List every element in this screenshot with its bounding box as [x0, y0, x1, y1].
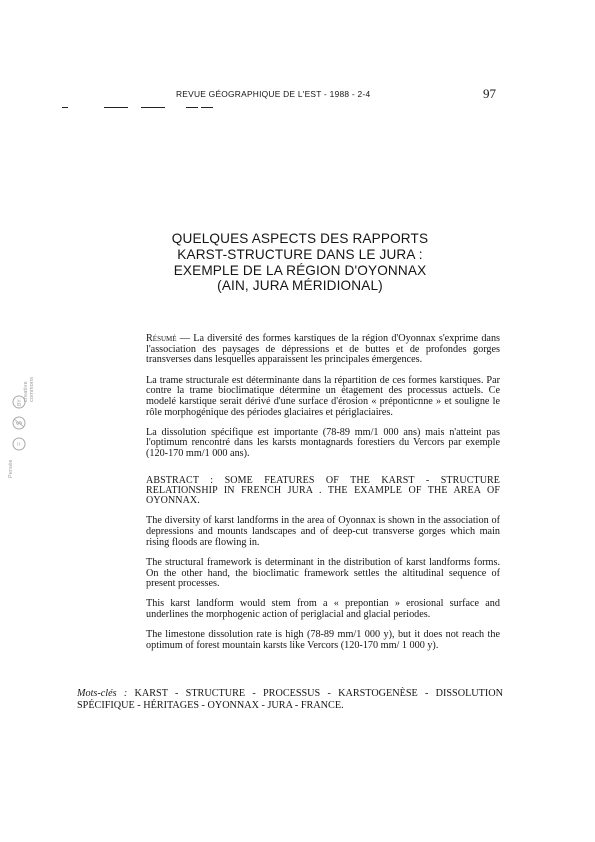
article-title: [120, 231, 480, 294]
title-line: EXEMPLE DE LA RÉGION D'OYONNAX: [173, 262, 427, 278]
cc-nd-icon: =: [16, 441, 24, 447]
license-creative-text: creative: [23, 381, 29, 402]
abstract-en-heading: ABSTRACT : SOME FEATURES OF THE KARST - STRUCTURE RELATIONSHIP IN FRENCH JURA . THE EXAMPLE OF THE AREA OF OYONNAX.: [146, 474, 500, 506]
abstract-en-paragraph: The diversity of karst landforms in the area of Oyonnax is shown in the association of depressions and mounts landscapes and of deep-cut transverse gorges which main rising floods are flowing in.: [146, 515, 500, 548]
header-rule-segment: [186, 107, 198, 108]
abstract-fr-text: — La diversité des formes karstiques de la région d'Oyonnax s'exprime dans l'association des paysages de dépressions et de buttes et de profondes gorges transverses dans lesquelles apparaissent les principales émergences.: [146, 333, 500, 366]
abstract-fr-paragraph: [146, 334, 500, 366]
license-mark: [2, 356, 36, 480]
license-persee-text: Persée: [8, 459, 14, 478]
keywords-label: Mots-clés :: [77, 688, 128, 699]
abstract-en-paragraph: The limestone dissolution rate is high (78-89 mm/1 000 y), but it does not reach the optimum of forest mountain karsts like Vercors (120-170 mm/ 1 000 y).: [146, 629, 500, 651]
cc-by-icon: BY:: [17, 398, 23, 406]
abstract-fr-paragraph: La dissolution spécifique est importante (78-89 mm/1 000 ans) mais n'atteint pas l'optimum rencontré dans les karsts montagnards forestiers du Vercors par exemple (120-170 mm/1 000 ans).: [146, 426, 500, 460]
cc-license-icon: [12, 393, 26, 463]
keywords-text: KARST - STRUCTURE - PROCESSUS - KARSTOGENÈSE - DISSOLUTION SPÉCIFIQUE - HÉRITAGES - OYONNAX - JURA - FRANCE.: [77, 688, 503, 711]
header-rule-segment: [104, 107, 128, 108]
title-line: KARST-STRUCTURE DANS LE JURA :: [177, 246, 423, 262]
header-rule-segment: [141, 107, 165, 108]
abstract-fr-label: Résumé: [146, 333, 177, 344]
header-rule-segment: [62, 107, 68, 108]
header-rule-segment: [201, 107, 213, 108]
abstract-en-paragraph: This karst landform would stem from a « prepontian » erosional surface and underlines the morphogenic action of periglacial and glacial periodes.: [146, 598, 500, 621]
license-commons-text: commons: [29, 376, 35, 402]
cc-nc-icon: $: [16, 421, 24, 425]
page-number: 97: [483, 86, 496, 101]
abstract-fr-paragraph: La trame structurale est déterminante dans la répartition de ces formes karstiques. Par contre la trame bioclimatique détermine un étagement des processus actuels. Ce modelé karstique serait dérivé d'une surface d'érosion « préponticnne » et souligne le rôle morphogénique des périodes glaciaires et périglaciaires.: [146, 374, 500, 418]
abstract-en-paragraph: The structural framework is determinant in the distribution of karst landforms forms. On the other hand, the bioclimatic framework settles the altitudinal sequence of present processes.: [146, 556, 500, 590]
title-line: (AIN, JURA MÉRIDIONAL): [217, 278, 383, 294]
running-header: REVUE GÉOGRAPHIQUE DE L'EST - 1988 - 2-4: [176, 89, 371, 99]
abstract-section: [146, 334, 500, 661]
keywords: [77, 688, 503, 711]
title-line: QUELQUES ASPECTS DES RAPPORTS: [171, 231, 429, 246]
